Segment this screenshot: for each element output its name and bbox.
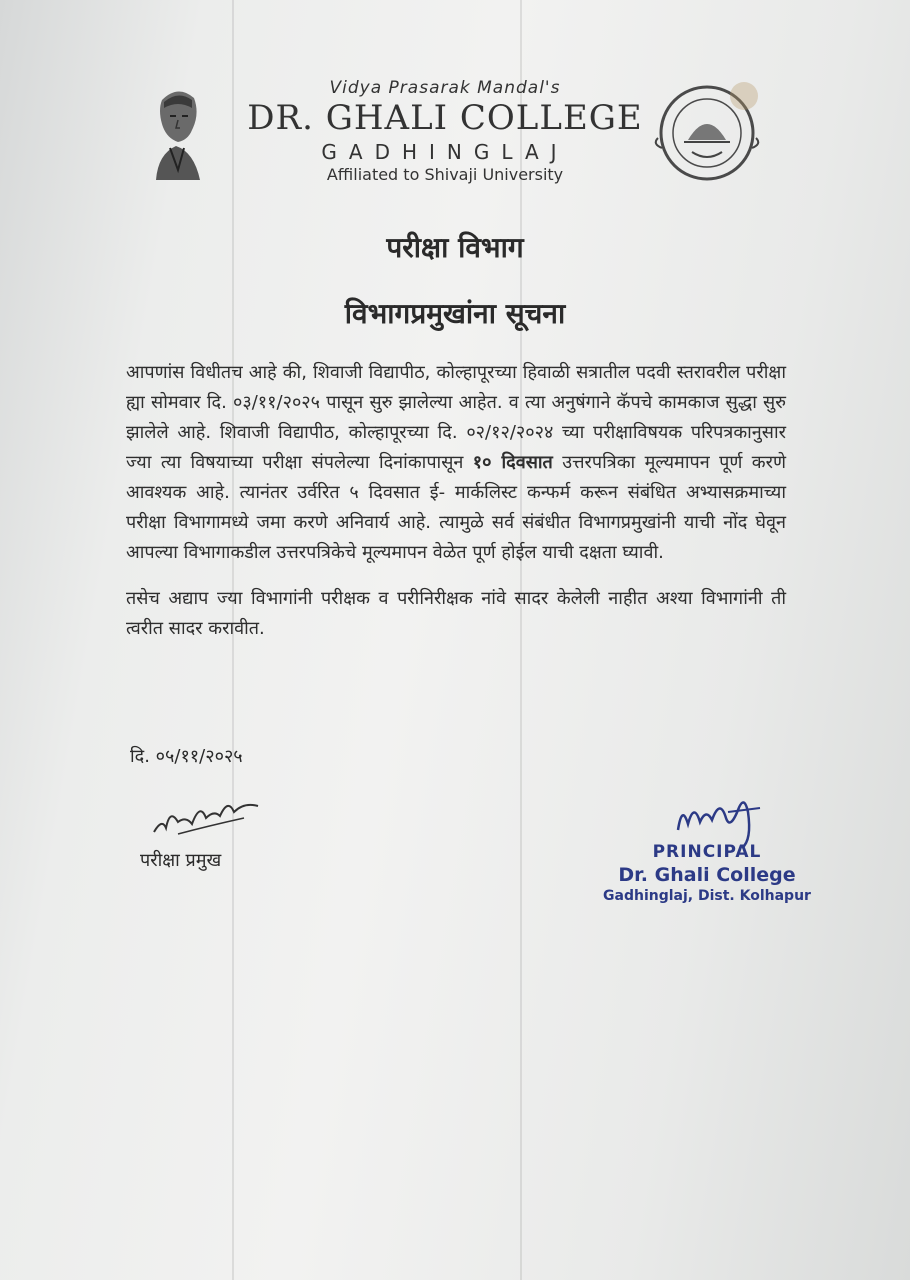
mandal-name: Vidya Prasarak Mandal's: [329, 78, 561, 98]
college-name: DR. GHALI COLLEGE: [247, 98, 643, 138]
stamp-title: PRINCIPAL: [652, 842, 762, 862]
principal-stamp: [592, 842, 822, 904]
deadline-highlight: १० दिवसात: [472, 452, 553, 473]
college-seal-icon: [648, 78, 766, 188]
stamp-address: Gadhinglaj, Dist. Kolhapur: [603, 888, 811, 904]
college-city: GADHINGLAJ: [321, 140, 569, 164]
founder-portrait-icon: [148, 80, 208, 185]
paragraph-1-text-a: आपणांस विधीतच आहे की, शिवाजी विद्यापीठ, कोल्हापूरच्या हिवाळी सत्रातील पदवी स्तरावरील परीक्षा ह्या सोमवार दि. ०३/११/२०२५ पासून सुरु झालेल्या आहेत. व त्या अनुषंगाने कॅपचे कामकाज सुद्धा सुरु झालेले आहे. शिवाजी विद्यापीठ, कोल्हापूरच्या दि. ०२/१२/२०२४ च्या परीक्षाविषयक परिपत्रकानुसार ज्या त्या विषयाच्या परीक्षा संपलेल्या दिनांकापासून: [126, 362, 786, 473]
exam-head-signature-icon: [148, 788, 268, 840]
notice-title: विभागप्रमुखांना सूचना: [344, 297, 566, 330]
exam-head-title: परीक्षा प्रमुख: [140, 850, 222, 871]
notice-body: [126, 358, 786, 644]
affiliation: Affiliated to Shivaji University: [326, 165, 564, 184]
college-letterhead: [240, 78, 650, 184]
stamp-college: Dr. Ghali College: [618, 864, 796, 886]
notice-date: दि. ०५/११/२०२५: [130, 746, 243, 767]
department-heading: परीक्षा विभाग: [386, 231, 524, 264]
paragraph-1: [126, 358, 786, 568]
paragraph-2: तसेच अद्याप ज्या विभागांनी परीक्षक व परीनिरीक्षक नांवे सादर केलेली नाहीत अश्या विभागांनी ती त्वरीत सादर करावीत.: [126, 588, 786, 639]
paragraph-1-text-b: उत्तरपत्रिका मूल्यमापन पूर्ण करणे आवश्यक आहे. त्यानंतर उर्वरित ५ दिवसात ई- मार्कलिस्ट कन्फर्म करून संबंधित अभ्यासक्रमाच्या परीक्षा विभागामध्ये जमा करणे अनिवार्य आहे. त्यामुळे सर्व संबंधीत विभागप्रमुखांनी याची नोंद घेवून आपल्या विभागाकडील उत्तरपत्रिकेचे मूल्यमापन वेळेत पूर्ण होईल याची दक्षता घ्यावी.: [126, 452, 786, 563]
